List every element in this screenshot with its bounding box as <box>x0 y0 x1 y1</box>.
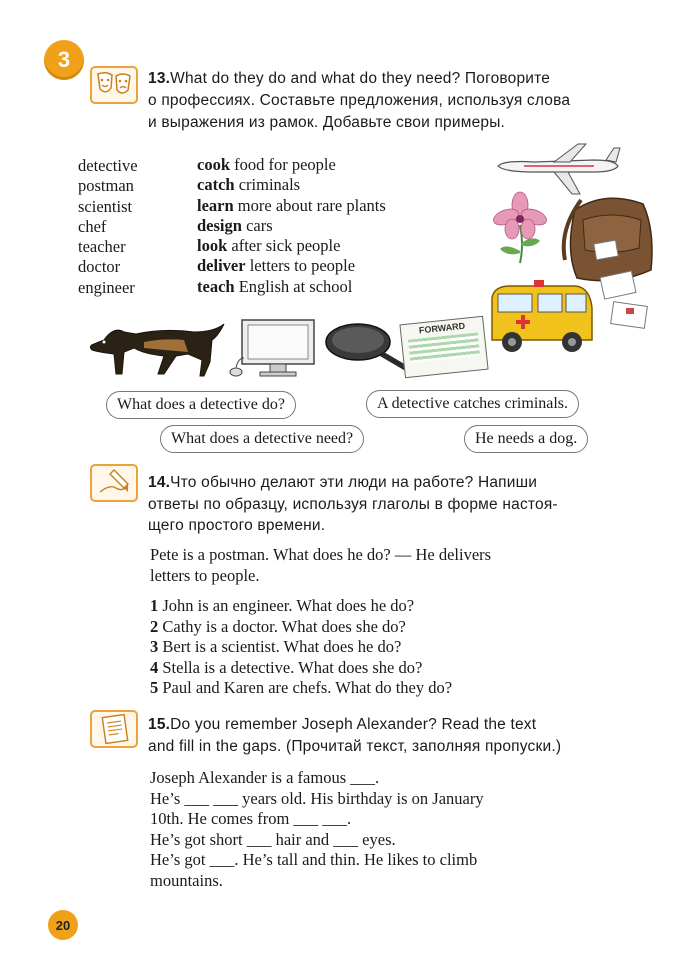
profession-item: detective <box>78 156 138 175</box>
envelopes-illustration <box>600 268 660 348</box>
task15-number: 15. <box>148 716 171 733</box>
list-item <box>150 678 452 699</box>
action-verb: design <box>197 215 242 235</box>
gap-text-line: 10th. He comes from ___ ___. <box>150 809 352 828</box>
example-line-1: Pete is a postman. What does he do? — He delivers <box>150 545 492 564</box>
speech-bubble-answer-1: A detective catches criminals. <box>366 390 579 418</box>
speech-bubble-question-1: What does a detective do? <box>106 391 296 419</box>
profession-item: doctor <box>78 257 121 277</box>
profession-item: teacher <box>78 237 126 257</box>
professions-list <box>78 156 138 298</box>
action-rest: food for people <box>234 155 336 174</box>
action-item <box>197 256 386 276</box>
speaking-masks-icon <box>90 66 138 104</box>
example-line-2: letters to people. <box>150 565 260 585</box>
unit-badge: 3 <box>44 40 84 80</box>
flower-illustration <box>490 185 552 265</box>
list-item <box>150 658 452 679</box>
task14-example <box>150 545 491 586</box>
action-rest: more about rare plants <box>237 195 386 215</box>
actions-list <box>197 155 386 297</box>
profession-item: scientist <box>78 196 133 216</box>
action-rest: criminals <box>238 175 301 195</box>
task13-line1: What do they do and what do they need? Поговорите <box>170 70 551 87</box>
action-verb: cook <box>197 155 230 174</box>
action-rest: English at school <box>238 276 353 296</box>
dog-illustration <box>84 318 234 380</box>
action-verb: deliver <box>197 256 246 276</box>
task13-line2: о профессиях. Составьте предложения, используя слова <box>148 92 571 109</box>
action-verb: learn <box>197 195 234 215</box>
task14-line1-text: Что обычно делают эти люди на работе? Напиши <box>170 474 538 491</box>
item-number: 5 <box>150 678 159 697</box>
item-text: Bert is a scientist. What does he do? <box>162 637 402 656</box>
task15-text <box>150 768 484 891</box>
item-text: Cathy is a doctor. What does she do? <box>162 616 406 636</box>
task13-number: 13. <box>148 70 171 87</box>
profession-item: postman <box>78 176 134 196</box>
profession-item: engineer <box>78 277 135 297</box>
item-number: 4 <box>150 657 159 677</box>
task14-number: 14. <box>148 474 171 491</box>
gap-text-line: He’s ___ ___ years old. His birthday is on January <box>150 788 484 808</box>
task14-line2: ответы по образцу, используя глаголы в форме настоя- <box>148 496 558 513</box>
task15-line2: and fill in the gaps. (Прочитай текст, заполняя пропуски.) <box>148 738 562 755</box>
gap-text-line: mountains. <box>150 870 223 890</box>
action-rest: letters to people <box>249 256 356 276</box>
task14-line3: щего простого времени. <box>148 517 326 534</box>
item-number: 3 <box>150 637 159 656</box>
newspaper-label: FORWARD <box>418 320 466 336</box>
task13-instruction <box>148 68 550 90</box>
action-item <box>197 236 386 256</box>
page-number: 20 <box>48 910 78 940</box>
action-item <box>197 196 386 216</box>
item-number: 1 <box>150 596 159 615</box>
item-number: 2 <box>150 616 159 636</box>
gap-text-line: Joseph Alexander is a famous ___. <box>150 768 380 787</box>
item-text: John is an engineer. What does he do? <box>162 596 415 615</box>
action-item <box>197 155 386 175</box>
speech-bubble-answer-2: He needs a dog. <box>464 425 588 453</box>
action-verb: look <box>197 236 228 256</box>
action-verb: teach <box>197 276 235 296</box>
task15-line1-text: Do you remember Joseph Alexander? Read the text <box>170 716 537 733</box>
task14-items <box>150 596 452 699</box>
writing-pen-icon <box>90 464 138 502</box>
list-item <box>150 596 452 617</box>
ambulance-illustration <box>486 278 596 360</box>
computer-illustration <box>226 318 326 380</box>
action-verb: catch <box>197 175 235 195</box>
gap-text-line: He’s got ___. He’s tall and thin. He likes to climb <box>150 850 478 869</box>
item-text: Paul and Karen are chefs. What do they do? <box>162 678 453 697</box>
reading-document-icon <box>90 710 138 748</box>
action-item <box>197 277 386 297</box>
action-rest: after sick people <box>231 236 341 256</box>
task15-line1 <box>148 714 536 736</box>
profession-item: chef <box>78 216 107 236</box>
item-text: Stella is a detective. What does she do? <box>162 657 423 677</box>
action-item <box>197 175 386 195</box>
task13-line3: и выражения из рамок. Добавьте свои примеры. <box>148 114 506 131</box>
newspaper-illustration <box>399 316 488 378</box>
task14-line1 <box>148 472 537 494</box>
list-item <box>150 617 452 638</box>
list-item <box>150 637 452 658</box>
gap-text-line: He’s got short ___ hair and ___ eyes. <box>150 829 396 849</box>
speech-bubble-question-2: What does a detective need? <box>160 425 364 453</box>
action-item <box>197 216 386 236</box>
action-rest: cars <box>246 215 273 235</box>
